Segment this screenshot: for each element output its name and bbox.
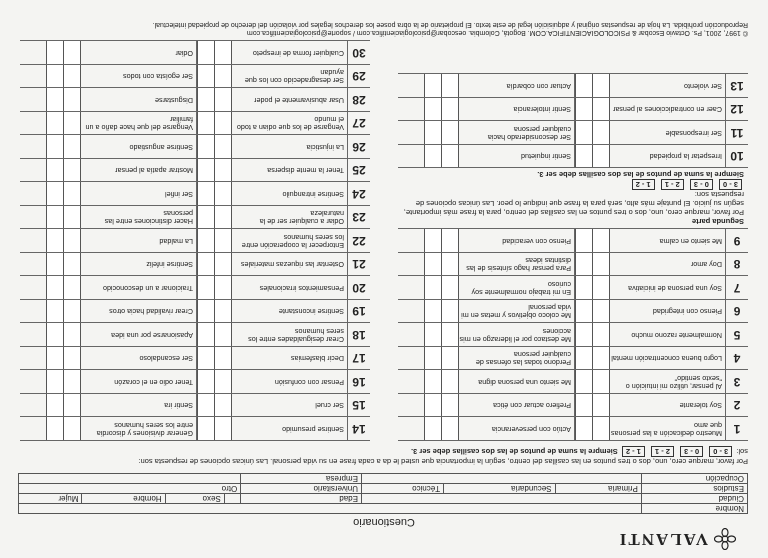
question-column-left [398, 74, 748, 442]
answer-box[interactable] [215, 253, 232, 276]
answer-box[interactable] [575, 145, 593, 168]
question-row: 25 Tener la mente dispersa Mostrar apatía al pensar [20, 158, 370, 182]
option-primaria[interactable]: Primaria [555, 484, 641, 494]
answer-box[interactable] [46, 159, 64, 182]
answer-box[interactable] [215, 277, 232, 300]
label-estudios: Estudios [641, 484, 747, 494]
question-row: 26 La injusticia Sentirse angustiado [20, 135, 370, 159]
answer-box[interactable] [64, 300, 81, 323]
question-row: 24 Sentirse intranquilo Ser infiel [20, 182, 370, 206]
answer-box[interactable] [197, 418, 215, 441]
instructions-part-2: Segunda parte Por favor, marque cero, uno, dos o tres puntos en las casillas del centro, para la frase más importante, según su juicio. El puntaje más alto, será para la frase que indique lo peor. Las únicas opciones de respuesta son: 3 - 0 0 - 3 2 - 1 1 - 2 Siempre la suma de puntos de las dos casillas debe ser 3. [398, 168, 748, 229]
label-ciudad: Ciudad [641, 494, 747, 504]
question-row: 17 Decir blasfemias Ser escandaloso [20, 346, 370, 370]
field-empresa[interactable] [19, 474, 241, 484]
question-row: 2 Soy tolerante Prefiero actuar con ética [398, 393, 748, 417]
answer-box[interactable] [215, 347, 232, 370]
question-row: 19 Sentirse inconstante Crear rivalidad hacia otros [20, 299, 370, 323]
answer-box[interactable] [593, 230, 610, 253]
answer-box[interactable] [197, 136, 215, 159]
answer-box[interactable] [197, 253, 215, 276]
option-tecnico[interactable]: Técnico [361, 484, 443, 494]
valanti-flower-logo-icon [714, 528, 736, 550]
question-row: 11 Ser irresponsable Ser desconsiderado hacia cualquier persona [398, 121, 748, 145]
question-row: 22 Entorpecer la cooperación entre los seres humanos La maldad [20, 229, 370, 253]
answer-box[interactable] [424, 371, 442, 394]
answer-box[interactable] [575, 371, 593, 394]
answer-box[interactable] [46, 418, 64, 441]
question-row: 29 Ser desagradecido con los que ayudan Ser egoísta con todos [20, 64, 370, 88]
answer-box[interactable] [64, 253, 81, 276]
field-ocupacion[interactable] [361, 474, 641, 484]
answer-box[interactable] [442, 145, 459, 168]
answer-box[interactable] [215, 371, 232, 394]
answer-box[interactable] [424, 122, 442, 145]
answer-box[interactable] [64, 42, 81, 65]
answer-box[interactable] [442, 75, 459, 98]
answer-box[interactable] [197, 42, 215, 65]
answer-box[interactable] [424, 98, 442, 121]
answer-box[interactable] [575, 75, 593, 98]
answer-box[interactable] [424, 418, 442, 441]
answer-box[interactable] [215, 300, 232, 323]
question-row: 1 Muestro dedicación a las personas que amo Actúo con perseverancia [398, 417, 748, 442]
answer-box[interactable] [64, 394, 81, 417]
answer-box[interactable] [442, 418, 459, 441]
question-row: 9 Me siento en calma Pienso con veracidad [398, 229, 748, 253]
answer-box[interactable] [424, 277, 442, 300]
answer-box[interactable] [197, 206, 215, 229]
personal-data-form [18, 473, 748, 514]
answer-box[interactable] [442, 324, 459, 347]
answer-box[interactable] [593, 122, 610, 145]
answer-box[interactable] [46, 324, 64, 347]
answer-box[interactable] [46, 112, 64, 135]
question-row: 8 Doy amor Para pensar hago síntesis de las distintas ideas [398, 252, 748, 276]
answer-box[interactable] [424, 300, 442, 323]
answer-box[interactable] [215, 230, 232, 253]
answer-box[interactable] [46, 136, 64, 159]
answer-box[interactable] [215, 89, 232, 112]
answer-box[interactable] [442, 394, 459, 417]
answer-box[interactable] [64, 230, 81, 253]
answer-box[interactable] [575, 324, 593, 347]
answer-box[interactable] [197, 300, 215, 323]
answer-box[interactable] [442, 300, 459, 323]
answer-box[interactable] [46, 230, 64, 253]
answer-box[interactable] [442, 230, 459, 253]
answer-box[interactable] [197, 159, 215, 182]
answer-box[interactable] [575, 394, 593, 417]
answer-box[interactable] [424, 394, 442, 417]
answer-box[interactable] [46, 277, 64, 300]
option-otro[interactable]: Otro [19, 484, 241, 494]
option-universitario[interactable]: Universitario [241, 484, 362, 494]
answer-box[interactable] [442, 347, 459, 370]
answer-box[interactable] [46, 394, 64, 417]
answer-box[interactable] [215, 112, 232, 135]
answer-box[interactable] [197, 230, 215, 253]
answer-box[interactable] [575, 253, 593, 276]
answer-box[interactable] [46, 253, 64, 276]
label-empresa: Empresa [241, 474, 362, 484]
answer-box[interactable] [197, 112, 215, 135]
answer-box[interactable] [215, 418, 232, 441]
question-row: 15 Ser cruel Sentir ira [20, 393, 370, 417]
question-row: 13 Ser violento Actuar con cobardía [398, 74, 748, 98]
question-row: 20 Pensamientos irracionales Traicionar a un desconocido [20, 276, 370, 300]
answer-box[interactable] [197, 277, 215, 300]
answer-box[interactable] [593, 371, 610, 394]
answer-box[interactable] [593, 145, 610, 168]
answer-box[interactable] [424, 75, 442, 98]
answer-box[interactable] [197, 183, 215, 206]
answer-box[interactable] [424, 230, 442, 253]
answer-box[interactable] [215, 183, 232, 206]
answer-box[interactable] [215, 136, 232, 159]
answer-box[interactable] [424, 145, 442, 168]
answer-box[interactable] [64, 159, 81, 182]
answer-box[interactable] [442, 371, 459, 394]
brand-logo: VALANTI [617, 530, 708, 549]
answer-box[interactable] [215, 394, 232, 417]
question-row: 30 Cualquier forma de irrespeto Odiar [20, 41, 370, 65]
answer-box[interactable] [575, 347, 593, 370]
answer-box[interactable] [215, 206, 232, 229]
question-row: 21 Ostentar las riquezas materiales Sentirse infeliz [20, 252, 370, 276]
answer-box[interactable] [197, 65, 215, 88]
option-mujer[interactable]: Mujer [19, 494, 82, 504]
answer-box[interactable] [593, 253, 610, 276]
answer-box[interactable] [442, 277, 459, 300]
answer-box[interactable] [575, 122, 593, 145]
answer-box[interactable] [197, 371, 215, 394]
question-row: 18 Crear desigualdades entre los seres humanos Apasionarse por una idea [20, 323, 370, 347]
page-title: Cuestionario [353, 516, 415, 528]
answer-box[interactable] [593, 394, 610, 417]
answer-box[interactable] [64, 206, 81, 229]
answer-box[interactable] [64, 65, 81, 88]
question-row: 28 Usar abusivamente el poder Disgustarse [20, 88, 370, 112]
answer-box[interactable] [197, 347, 215, 370]
answer-box[interactable] [64, 183, 81, 206]
field-edad[interactable] [224, 494, 240, 504]
answer-box[interactable] [215, 159, 232, 182]
answer-box[interactable] [64, 324, 81, 347]
label-ocupacion: Ocupación [641, 474, 747, 484]
copyright-notice: © 1997, 2001, Ps. Octavio Escobar & PSICOLOGIACIENTIFICA.COM. Bogotá, Colombia. oescobar@psicologiacientifica.com / soporte@psicologiacientifica.com Reproducción prohibida. La hoja de respuestas original y adquisición legal de este texto. El propietario de la obra posee los derechos legales por violación del derecho de propiedad intelectual. [152, 21, 748, 36]
question-row: 12 Caer en contradicciones al pensar Sentir intolerancia [398, 97, 748, 121]
answer-box[interactable] [424, 253, 442, 276]
question-column-right [20, 41, 370, 442]
answer-box[interactable] [593, 347, 610, 370]
question-row: 10 Irrespetar la propiedad Sentir inquietud [398, 144, 748, 168]
question-row: 23 Odiar a cualquier ser de la naturaleza Hacer distinciones entre las personas [20, 205, 370, 229]
header [618, 528, 736, 550]
answer-box[interactable] [46, 300, 64, 323]
question-row: 5 Normalmente razono mucho Me destaco por el liderazgo en mis acciones [398, 323, 748, 347]
answer-box[interactable] [593, 277, 610, 300]
answer-box[interactable] [64, 89, 81, 112]
answer-box[interactable] [64, 418, 81, 441]
answer-box[interactable] [575, 418, 593, 441]
label-edad: Edad [241, 494, 362, 504]
answer-box[interactable] [575, 230, 593, 253]
question-row: 6 Pienso con integridad Me coloco objetivos y metas en mi vida personal [398, 299, 748, 323]
answer-box[interactable] [64, 371, 81, 394]
answer-box[interactable] [64, 347, 81, 370]
instructions-part-1: Por favor, marque cero, uno, dos o tres puntos en las casillas del centro, según la importancia que usted le da a cada frase en su vida personal. Las únicas opciones de respuesta son: sol: 3 - 0 0 - 3 2 - 1 1 - 2 Siempre la suma de puntos de las dos casillas debe ser 3. [138, 447, 748, 466]
answer-box[interactable] [424, 324, 442, 347]
answer-box[interactable] [215, 324, 232, 347]
answer-box[interactable] [442, 98, 459, 121]
field-nombre[interactable] [19, 504, 642, 514]
answer-box[interactable] [64, 277, 81, 300]
answer-box[interactable] [593, 324, 610, 347]
field-ciudad[interactable] [361, 494, 641, 504]
answer-box[interactable] [46, 183, 64, 206]
question-row: 16 Pensar con confusión Tener odio en el corazón [20, 370, 370, 394]
answer-box[interactable] [46, 65, 64, 88]
question-row: 27 Vengarse de los que odian a todo el mundo Vengarse del que hace daño a un familiar [20, 111, 370, 135]
answer-box[interactable] [46, 371, 64, 394]
answer-box[interactable] [46, 42, 64, 65]
answer-box[interactable] [442, 122, 459, 145]
label-nombre: Nombre [641, 504, 747, 514]
answer-box[interactable] [64, 112, 81, 135]
answer-box[interactable] [575, 98, 593, 121]
answer-box[interactable] [575, 277, 593, 300]
answer-box[interactable] [46, 206, 64, 229]
question-row: 3 Al pensar, utilizo mi intuición o "sexto sentido" Me siento una persona digna [398, 370, 748, 394]
answer-box[interactable] [197, 324, 215, 347]
answer-box[interactable] [197, 394, 215, 417]
answer-box[interactable] [64, 136, 81, 159]
question-row: 14 Sentirse presumido Generar divisiones y discordia entre los seres humanos [20, 417, 370, 442]
option-hombre[interactable]: Hombre [82, 494, 165, 504]
option-secundaria[interactable]: Secundaria [444, 484, 555, 494]
answer-box[interactable] [593, 98, 610, 121]
answer-box[interactable] [424, 347, 442, 370]
answer-box[interactable] [442, 253, 459, 276]
answer-box[interactable] [593, 418, 610, 441]
answer-box[interactable] [46, 347, 64, 370]
question-row: 4 Logro buena concentración mental Perdono todas las ofensas de cualquier persona [398, 346, 748, 370]
answer-box[interactable] [215, 65, 232, 88]
answer-box[interactable] [215, 42, 232, 65]
answer-box[interactable] [46, 89, 64, 112]
label-sexo: Sexo [165, 494, 224, 504]
answer-box[interactable] [593, 300, 610, 323]
question-row: 7 Soy una persona de iniciativa En mi trabajo normalmente soy curioso [398, 276, 748, 300]
answer-box[interactable] [197, 89, 215, 112]
answer-box[interactable] [575, 300, 593, 323]
answer-box[interactable] [593, 75, 610, 98]
